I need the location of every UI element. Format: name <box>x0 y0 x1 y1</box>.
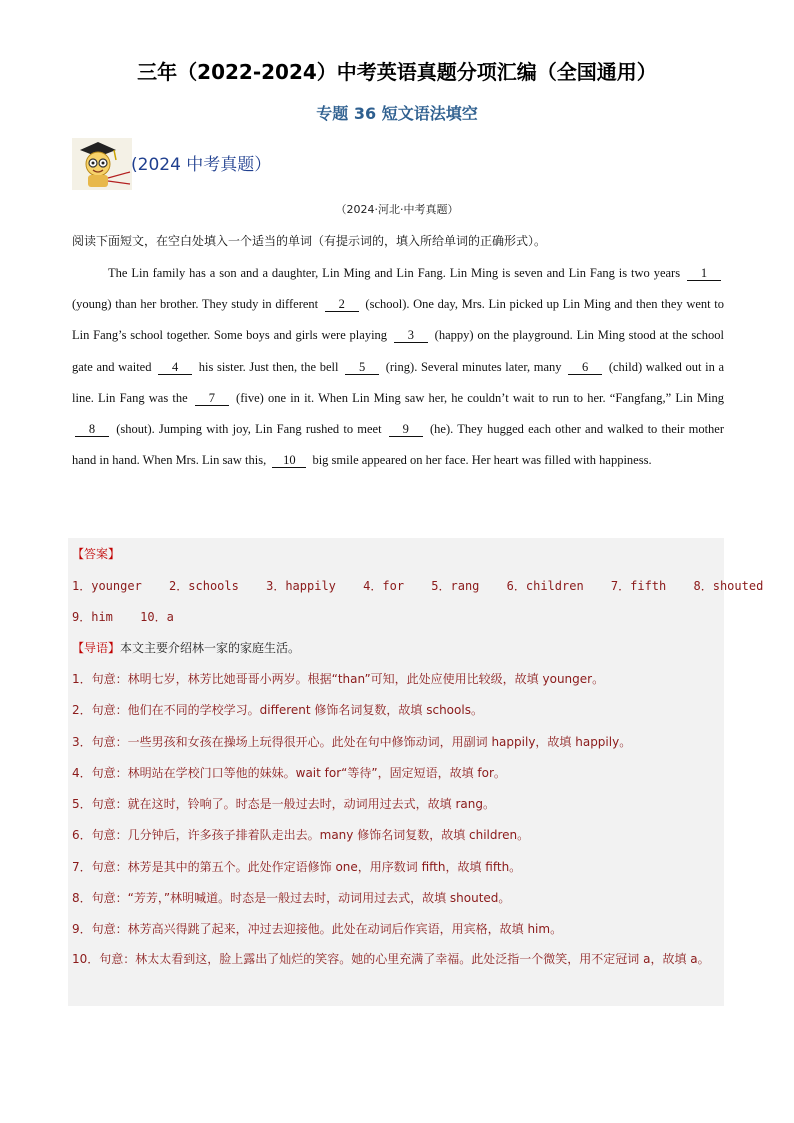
explanation-1: 1．句意：林明七岁，林芳比她哥哥小两岁。根据“than”可知，此处应使用比较级，故填 younger。 <box>72 672 605 686</box>
explanation-7: 7．句意：林芳是其中的第五个。此处作定语修饰 one，用序数词 fifth，故填 fifth。 <box>72 860 522 874</box>
blank-3: 3 <box>394 328 428 343</box>
explanation-4: 4．句意：林明站在学校门口等他的妹妹。wait for“等待”，固定短语，故填 for。 <box>72 766 506 780</box>
question-source: （2024·河北·中考真题） <box>335 203 459 216</box>
answer-label-row <box>72 545 720 562</box>
answer-item: 8．shouted <box>693 579 764 593</box>
blank-5: 5 <box>345 360 379 375</box>
answer-item: 10．a <box>140 610 174 624</box>
answer-row-1 <box>72 577 764 594</box>
answer-item: 3．happily <box>266 579 336 593</box>
passage-text: The Lin family has a son and a daughter, Lin Ming and Lin Fang. Lin Ming is seven and Lin Fang is two years <box>108 266 681 280</box>
explanation-9: 9．句意：林芳高兴得跳了起来，冲过去迎接他。此处在动词后作宾语，用宾格，故填 him。 <box>72 922 563 936</box>
blank-1: 1 <box>687 266 721 281</box>
guide-row <box>72 639 720 656</box>
passage-text: his sister. Just then, the bell <box>198 359 339 374</box>
guide-label: 【导语】 <box>72 641 121 655</box>
passage-text: (happy) on the playground. Lin Ming stood at the school gate and waited <box>72 328 725 374</box>
passage-text: (child) walked out in a line. Lin Fang was the <box>72 359 725 405</box>
passage-text: big smile appeared on her face. Her heart was filled with happiness. <box>312 453 652 468</box>
answer-item: 7．fifth <box>610 579 667 593</box>
page-subtitle: 专题 36 短文语法填空 <box>316 104 478 123</box>
instruction-text: 阅读下面短文，在空白处填入一个适当的单词（有提示词的，填入所给单词的正确形式）。 <box>72 234 547 248</box>
answer-item: 1．younger <box>72 579 142 593</box>
passage-text: (ring). Several minutes later, many <box>385 359 562 374</box>
answer-item: 4．for <box>363 579 405 593</box>
section-heading: (2024 中考真题） <box>131 155 272 175</box>
passage-text: (shout). Jumping with joy, Lin Fang rushed to meet <box>116 422 382 437</box>
passage-text: (school). One day, Mrs. Lin picked up Lin Ming and then they went to Lin Fang’s school together. Some boys and girls were playing <box>72 297 724 343</box>
answer-row-2 <box>72 608 720 625</box>
page-title: 三年（2022-2024）中考英语真题分项汇编（全国通用） <box>137 60 657 84</box>
guide-text: 本文主要介绍林一家的家庭生活。 <box>120 641 301 655</box>
explanation-2: 2．句意：他们在不同的学校学习。different 修饰名词复数，故填 schools。 <box>72 703 483 717</box>
answer-panel <box>68 538 764 1006</box>
answer-item: 2．schools <box>169 579 239 593</box>
passage-text: (young) than her brother. They study in different <box>72 297 319 312</box>
blank-7: 7 <box>195 391 229 406</box>
blank-10: 10 <box>272 453 306 468</box>
blank-9: 9 <box>389 422 423 437</box>
graduate-mascot-icon <box>72 138 132 190</box>
passage-text: (five) one in it. When Lin Ming saw her, he couldn’t wait to run to her. “Fangfang,” Lin Ming <box>236 390 725 405</box>
cloze-passage <box>72 258 724 476</box>
explanation-3: 3．句意：一些男孩和女孩在操场上玩得很开心。此处在句中修饰动词，用副词 happily，故填 happily。 <box>72 735 632 749</box>
answer-item: 9．him <box>72 610 113 624</box>
passage-text: (he). They hugged each other and walked to their mother hand in hand. When Mrs. Lin saw this, <box>72 422 725 468</box>
explanation-6: 6．句意：几分钟后，许多孩子排着队走出去。many 修饰名词复数，故填 children。 <box>72 828 530 842</box>
answer-label: 【答案】 <box>72 547 121 561</box>
answer-item: 6．children <box>506 579 584 593</box>
explanation-5: 5．句意：就在这时，铃响了。时态是一般过去时，动词用过去式，故填 rang。 <box>72 797 495 811</box>
blank-8: 8 <box>75 422 109 437</box>
explanation-8: 8．句意：“芳芳，”林明喊道。时态是一般过去时，动词用过去式，故填 shouted。 <box>72 891 511 905</box>
blank-6: 6 <box>568 360 602 375</box>
answer-item: 5．rang <box>431 579 480 593</box>
blank-4: 4 <box>158 360 192 375</box>
explanation-10: 10．句意：林太太看到这，脸上露出了灿烂的笑容。她的心里充满了幸福。此处泛指一个微笑，用不定冠词 a，故填 a。 <box>72 952 710 966</box>
blank-2: 2 <box>325 297 359 312</box>
